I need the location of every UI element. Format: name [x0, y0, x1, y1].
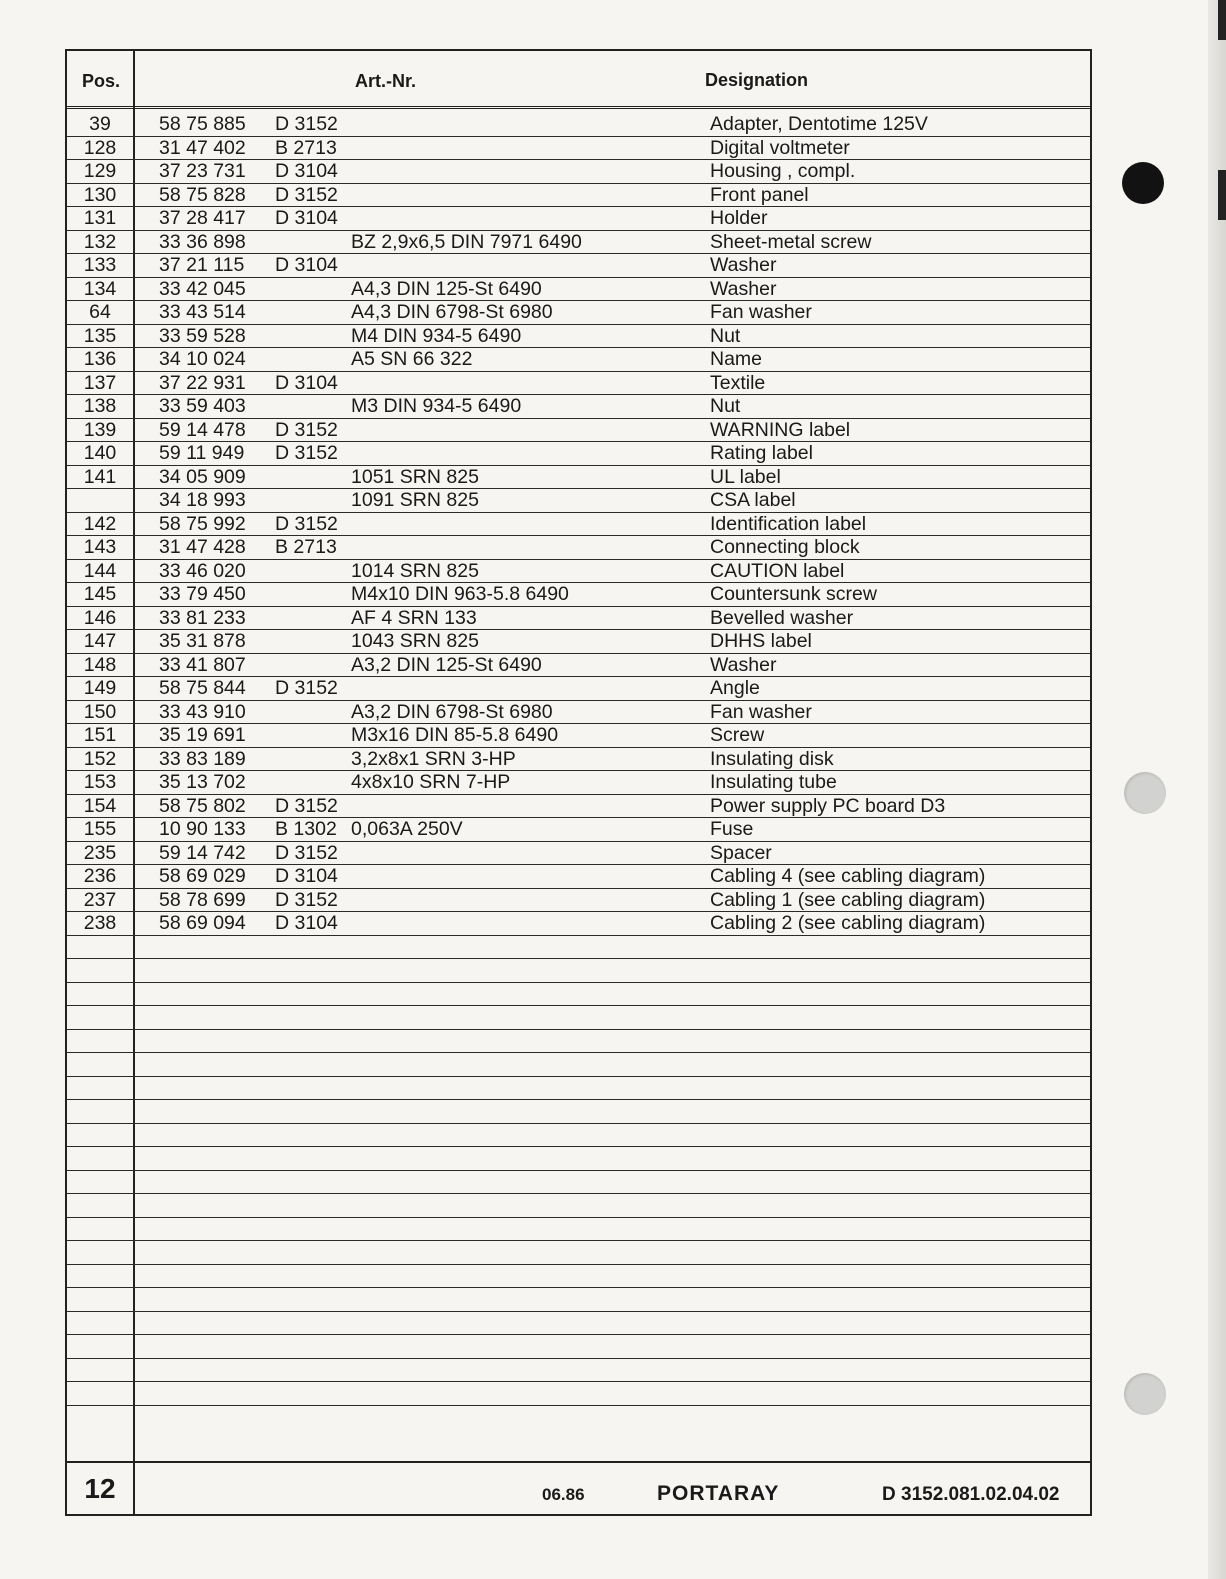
- row-drawing-code: D 3152: [275, 183, 338, 206]
- footer-doc-number: D 3152.081.02.04.02: [882, 1484, 1060, 1505]
- empty-row: [67, 1312, 1090, 1336]
- row-designation: Textile: [710, 371, 766, 394]
- page-footer: [67, 1461, 1090, 1518]
- table-row: [67, 466, 1090, 490]
- row-pos: 64: [89, 301, 111, 323]
- row-drawing-code: D 3152: [275, 841, 338, 864]
- row-designation: Holder: [710, 207, 768, 229]
- row-art-number: 37 28 417: [159, 207, 246, 229]
- row-spec: 3,2x8x1 SRN 3-HP: [351, 747, 516, 770]
- row-art-number: 33 46 020: [159, 559, 246, 582]
- row-drawing-code: D 3104: [275, 207, 338, 229]
- table-row: [67, 207, 1090, 231]
- table-row: [67, 724, 1090, 748]
- row-drawing-code: D 3104: [275, 912, 338, 934]
- row-spec: M4x10 DIN 963-5.8 6490: [351, 583, 569, 605]
- row-spec: 1091 SRN 825: [351, 489, 479, 511]
- empty-row: [67, 1194, 1090, 1218]
- empty-row: [67, 1100, 1090, 1124]
- row-designation: Housing , compl.: [710, 160, 856, 182]
- row-designation: Countersunk screw: [710, 583, 877, 605]
- empty-row: [67, 1265, 1090, 1289]
- row-drawing-code: D 3104: [275, 254, 338, 276]
- row-designation: Insulating tube: [710, 771, 837, 793]
- table-row: [67, 583, 1090, 607]
- row-designation: Nut: [710, 395, 741, 417]
- header-designation: Designation: [705, 70, 809, 90]
- row-pos: 238: [83, 912, 117, 934]
- row-designation: Washer: [710, 653, 777, 676]
- row-art-number: 34 05 909: [159, 465, 246, 488]
- empty-row: [67, 1124, 1090, 1148]
- row-art-number: 58 78 699: [159, 888, 246, 911]
- table-row: [67, 395, 1090, 419]
- row-spec: 1051 SRN 825: [351, 465, 479, 488]
- row-art-number: 34 18 993: [159, 489, 246, 511]
- row-drawing-code: B 2713: [275, 136, 337, 159]
- row-designation: UL label: [710, 465, 781, 488]
- row-art-number: 58 75 828: [159, 183, 246, 206]
- footer-date: 06.86: [542, 1485, 585, 1504]
- row-art-number: 59 14 742: [159, 841, 246, 864]
- row-designation: Fuse: [710, 818, 754, 840]
- row-drawing-code: D 3104: [275, 371, 338, 394]
- empty-row: [67, 1077, 1090, 1101]
- row-designation: Fan washer: [710, 301, 812, 323]
- table-row: [67, 912, 1090, 936]
- row-designation: Washer: [710, 254, 777, 276]
- row-spec: 1043 SRN 825: [351, 630, 479, 652]
- row-pos: 130: [83, 183, 117, 206]
- row-art-number: 33 59 403: [159, 395, 246, 417]
- row-drawing-code: B 1302: [275, 818, 337, 840]
- table-row: [67, 818, 1090, 842]
- row-art-number: 34 10 024: [159, 348, 246, 370]
- row-art-number: 58 75 885: [159, 113, 246, 135]
- row-drawing-code: D 3104: [275, 865, 338, 887]
- page-edge-mark: [1218, 0, 1226, 40]
- row-pos: 155: [83, 818, 117, 840]
- table-row: [67, 889, 1090, 913]
- row-spec: M3 DIN 934-5 6490: [351, 395, 522, 417]
- row-art-number: 58 75 844: [159, 677, 246, 699]
- page-edge: [1208, 0, 1226, 1579]
- row-art-number: 58 75 992: [159, 512, 246, 535]
- row-pos: 147: [83, 630, 117, 652]
- table-row: [67, 771, 1090, 795]
- row-spec: 0,063A 250V: [351, 818, 463, 840]
- row-designation: Screw: [710, 724, 765, 746]
- row-pos: 154: [83, 794, 117, 817]
- row-drawing-code: D 3104: [275, 160, 338, 182]
- row-pos: 137: [83, 371, 117, 394]
- row-art-number: 33 83 189: [159, 747, 246, 770]
- row-pos: 140: [83, 442, 117, 464]
- row-art-number: 35 19 691: [159, 724, 246, 746]
- binder-hole: [1124, 772, 1166, 814]
- table-row: [67, 372, 1090, 396]
- page-edge-mark: [1218, 170, 1226, 220]
- binder-hole: [1122, 162, 1164, 204]
- row-art-number: 37 23 731: [159, 160, 246, 182]
- row-designation: Cabling 2 (see cabling diagram): [710, 912, 986, 934]
- row-art-number: 33 59 528: [159, 324, 246, 347]
- row-art-number: 58 69 029: [159, 865, 246, 887]
- table-header: [67, 51, 1090, 109]
- table-row: [67, 113, 1090, 137]
- table-row: [67, 325, 1090, 349]
- row-art-number: 33 41 807: [159, 653, 246, 676]
- row-art-number: 35 31 878: [159, 630, 246, 652]
- row-art-number: 59 14 478: [159, 418, 246, 441]
- row-drawing-code: D 3152: [275, 442, 338, 464]
- row-pos: 139: [83, 418, 117, 441]
- table-row: [67, 160, 1090, 184]
- row-art-number: 31 47 402: [159, 136, 246, 159]
- row-designation: DHHS label: [710, 630, 812, 652]
- row-art-number: 31 47 428: [159, 536, 246, 558]
- row-pos: 149: [83, 677, 117, 699]
- row-art-number: 33 79 450: [159, 583, 246, 605]
- row-spec: A3,2 DIN 125-St 6490: [351, 653, 542, 676]
- row-pos: 148: [83, 653, 117, 676]
- row-pos: 39: [89, 113, 111, 135]
- row-drawing-code: B 2713: [275, 536, 337, 558]
- row-designation: Spacer: [710, 841, 772, 864]
- row-pos: 143: [83, 536, 117, 558]
- row-art-number: 33 43 514: [159, 301, 246, 323]
- empty-row: [67, 1006, 1090, 1030]
- table-row: [67, 137, 1090, 161]
- row-designation: Washer: [710, 277, 777, 300]
- row-designation: Connecting block: [710, 536, 860, 558]
- table-row: [67, 795, 1090, 819]
- table-row: [67, 654, 1090, 678]
- row-pos: 236: [83, 865, 117, 887]
- empty-row: [67, 936, 1090, 960]
- table-row: [67, 442, 1090, 466]
- table-body: [67, 113, 1090, 1406]
- table-row: [67, 865, 1090, 889]
- empty-row: [67, 1382, 1090, 1406]
- parts-list-table: [65, 49, 1092, 1516]
- empty-row: [67, 1218, 1090, 1242]
- row-art-number: 10 90 133: [159, 818, 246, 840]
- binder-hole: [1124, 1373, 1166, 1415]
- row-pos: 153: [83, 771, 117, 793]
- table-row: [67, 701, 1090, 725]
- row-spec: M4 DIN 934-5 6490: [351, 324, 522, 347]
- row-designation: Name: [710, 348, 763, 370]
- empty-row: [67, 959, 1090, 983]
- row-designation: Rating label: [710, 442, 813, 464]
- row-art-number: 58 69 094: [159, 912, 246, 934]
- row-designation: CSA label: [710, 489, 796, 511]
- row-pos: 131: [83, 207, 117, 229]
- table-row: [67, 842, 1090, 866]
- row-pos: 237: [83, 888, 117, 911]
- table-row: [67, 348, 1090, 372]
- row-drawing-code: D 3152: [275, 677, 338, 699]
- row-designation: Cabling 4 (see cabling diagram): [710, 865, 986, 887]
- row-drawing-code: D 3152: [275, 512, 338, 535]
- row-pos: 235: [83, 841, 117, 864]
- row-drawing-code: D 3152: [275, 888, 338, 911]
- row-art-number: 33 81 233: [159, 606, 246, 629]
- empty-row: [67, 983, 1090, 1007]
- row-pos: 146: [83, 606, 117, 629]
- empty-row: [67, 1053, 1090, 1077]
- row-art-number: 33 42 045: [159, 277, 246, 300]
- row-pos: 138: [83, 395, 117, 417]
- row-designation: Bevelled washer: [710, 606, 854, 629]
- row-spec: A4,3 DIN 6798-St 6980: [351, 301, 553, 323]
- row-drawing-code: D 3152: [275, 418, 338, 441]
- row-art-number: 33 36 898: [159, 230, 246, 253]
- table-row: [67, 513, 1090, 537]
- row-pos: 133: [83, 254, 117, 276]
- header-art-nr: Art.-Nr.: [355, 71, 417, 91]
- row-pos: 129: [83, 160, 117, 182]
- row-pos: 136: [83, 348, 117, 370]
- row-pos: 144: [83, 559, 117, 582]
- row-drawing-code: D 3152: [275, 113, 338, 135]
- empty-row: [67, 1030, 1090, 1054]
- row-designation: Angle: [710, 677, 760, 699]
- row-art-number: 33 43 910: [159, 700, 246, 723]
- row-pos: 145: [83, 583, 117, 605]
- row-designation: Digital voltmeter: [710, 136, 850, 159]
- row-designation: Front panel: [710, 183, 809, 206]
- table-row: [67, 560, 1090, 584]
- row-pos: 128: [83, 136, 117, 159]
- row-designation: Fan washer: [710, 700, 812, 723]
- row-designation: CAUTION label: [710, 559, 845, 582]
- table-row: [67, 536, 1090, 560]
- empty-row: [67, 1147, 1090, 1171]
- empty-row: [67, 1241, 1090, 1265]
- row-pos: 134: [83, 277, 117, 300]
- row-art-number: 58 75 802: [159, 794, 246, 817]
- row-art-number: 37 22 931: [159, 371, 246, 394]
- row-art-number: 37 21 115: [159, 254, 245, 276]
- row-designation: WARNING label: [710, 418, 851, 441]
- empty-row: [67, 1359, 1090, 1383]
- row-designation: Insulating disk: [710, 747, 834, 770]
- footer-product: PORTARAY: [657, 1482, 780, 1505]
- table-row: [67, 419, 1090, 443]
- row-designation: Power supply PC board D3: [710, 794, 946, 817]
- row-pos: 141: [83, 465, 117, 488]
- page-number: 12: [84, 1473, 116, 1504]
- row-spec: A5 SN 66 322: [351, 348, 473, 370]
- table-row: [67, 630, 1090, 654]
- row-spec: 4x8x10 SRN 7-HP: [351, 771, 511, 793]
- table-row: [67, 748, 1090, 772]
- row-pos: 132: [83, 230, 117, 253]
- row-spec: A3,2 DIN 6798-St 6980: [351, 700, 553, 723]
- row-art-number: 59 11 949: [159, 442, 245, 464]
- header-pos: Pos.: [82, 71, 121, 91]
- row-spec: AF 4 SRN 133: [351, 606, 477, 629]
- row-pos: 142: [83, 512, 117, 535]
- row-spec: M3x16 DIN 85-5.8 6490: [351, 724, 559, 746]
- empty-row: [67, 1171, 1090, 1195]
- row-pos: 150: [83, 700, 117, 723]
- empty-row: [67, 1288, 1090, 1312]
- empty-row: [67, 1335, 1090, 1359]
- row-drawing-code: D 3152: [275, 794, 338, 817]
- row-designation: Sheet-metal screw: [710, 230, 872, 253]
- row-pos: 135: [83, 324, 117, 347]
- row-designation: Identification label: [710, 512, 867, 535]
- row-spec: 1014 SRN 825: [351, 559, 479, 582]
- table-row: [67, 278, 1090, 302]
- row-designation: Nut: [710, 324, 741, 347]
- table-row: [67, 301, 1090, 325]
- table-row: [67, 184, 1090, 208]
- table-row: [67, 231, 1090, 255]
- row-spec: BZ 2,9x6,5 DIN 7971 6490: [351, 230, 582, 253]
- row-pos: 152: [83, 747, 117, 770]
- row-art-number: 35 13 702: [159, 771, 246, 793]
- table-row: [67, 677, 1090, 701]
- row-designation: Adapter, Dentotime 125V: [710, 113, 928, 135]
- table-row: [67, 607, 1090, 631]
- row-designation: Cabling 1 (see cabling diagram): [710, 888, 986, 911]
- table-row: [67, 254, 1090, 278]
- row-pos: 151: [83, 724, 117, 746]
- table-row: [67, 489, 1090, 513]
- row-spec: A4,3 DIN 125-St 6490: [351, 277, 542, 300]
